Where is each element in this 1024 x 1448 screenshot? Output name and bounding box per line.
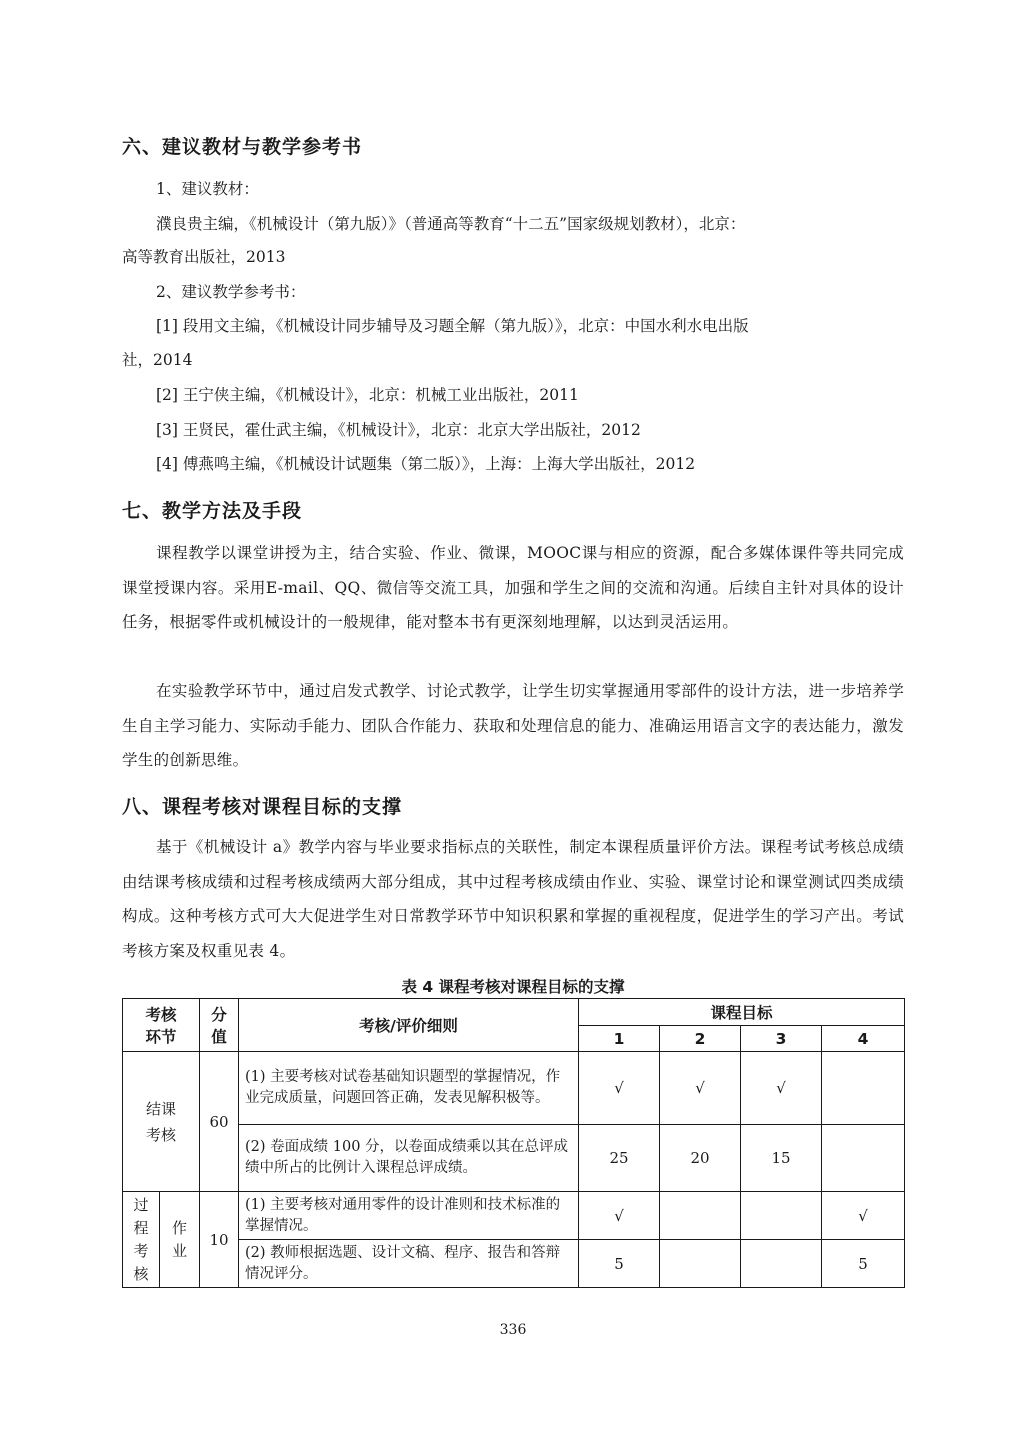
check-final-goal-1: √ [579, 1052, 660, 1125]
weight-homework-goal-3 [741, 1240, 822, 1288]
header-segment-line-2: 环节 [145, 1028, 177, 1046]
reference-3: [3] 王贤民，霍仕武主编，《机械设计》，北京：北京大学出版社，2012 [156, 421, 641, 439]
segment-homework: 作业 [160, 1192, 200, 1288]
goal-col-3: 3 [741, 1026, 822, 1052]
reference-1-line-2: 社，2014 [122, 351, 193, 369]
check-homework-goal-3 [741, 1192, 822, 1240]
goal-col-2: 2 [660, 1026, 741, 1052]
header-score-line-1: 分 [211, 1006, 227, 1024]
goal-col-1: 1 [579, 1026, 660, 1052]
check-final-goal-2: √ [660, 1052, 741, 1125]
weight-final-goal-2: 20 [660, 1125, 741, 1192]
textbook-line-2: 高等教育出版社，2013 [122, 248, 286, 266]
subheading-references: 2、建议教学参考书： [156, 283, 306, 301]
table-caption: 表 4 课程考核对课程目标的支撑 [401, 978, 625, 996]
check-final-goal-3: √ [741, 1052, 822, 1125]
weight-homework-goal-1: 5 [579, 1240, 660, 1288]
header-score-line-2: 值 [211, 1028, 227, 1046]
reference-1-line-1: [1] 段用文主编，《机械设计同步辅导及习题全解（第九版）》，北京：中国水利水电出版 [156, 317, 749, 335]
header-segment-line-1: 考核 [145, 1006, 177, 1024]
goal-col-4: 4 [822, 1026, 905, 1052]
score-homework: 10 [200, 1192, 239, 1288]
segment-final-exam: 结课考核 [123, 1052, 200, 1192]
section-6-heading: 六、建议教材与教学参考书 [122, 136, 363, 158]
detail-final-exam-a: (1) 主要考核对试卷基础知识题型的掌握情况，作业完成质量，问题回答正确，发表见解积极等。 [239, 1052, 579, 1125]
header-detail: 考核/评价细则 [239, 999, 579, 1052]
teaching-methods-paragraph-1: 课程教学以课堂讲授为主，结合实验、作业、微课，MOOC课与相应的资源，配合多媒体课件等共同完成课堂授课内容。采用E-mail、QQ、微信等交流工具，加强和学生之间的交流和沟通。后续自主针对具体的设计任务，根据零件或机械设计的一般规律，能对整本书有更深刻地理解，以达到灵活运用。 [122, 544, 904, 631]
assessment-paragraph: 基于《机械设计 a》教学内容与毕业要求指标点的关联性，制定本课程质量评价方法。课程考试考核总成绩由结课考核成绩和过程考核成绩两大部分组成，其中过程考核成绩由作业、实验、课堂讨论和课堂测试四类成绩构成。这种考核方式可大大促进学生对日常教学环节中知识积累和掌握的重视程度，促进学生的学习产出。考试考核方案及权重见表 4。 [122, 838, 904, 960]
header-score [200, 999, 239, 1052]
detail-homework-a: (1) 主要考核对通用零件的设计准则和技术标准的掌握情况。 [239, 1192, 579, 1240]
section-7-heading: 七、教学方法及手段 [122, 500, 303, 522]
detail-homework-b: (2) 教师根据选题、设计文稿、程序、报告和答辩情况评分。 [239, 1240, 579, 1288]
weight-homework-goal-2 [660, 1240, 741, 1288]
teaching-methods-paragraph-2: 在实验教学环节中，通过启发式教学、讨论式教学，让学生切实掌握通用零部件的设计方法，进一步培养学生自主学习能力、实际动手能力、团队合作能力、获取和处理信息的能力、准确运用语言文字的表达能力，激发学生的创新思维。 [122, 682, 904, 769]
textbook-line-1: 濮良贵主编，《机械设计（第九版）》（普通高等教育“十二五”国家级规划教材），北京： [156, 215, 746, 233]
weight-homework-goal-4: 5 [822, 1240, 905, 1288]
check-homework-goal-4: √ [822, 1192, 905, 1240]
score-final-exam: 60 [200, 1052, 239, 1192]
assessment-table [122, 998, 905, 1288]
header-segment [123, 999, 200, 1052]
weight-final-goal-1: 25 [579, 1125, 660, 1192]
subheading-textbook: 1、建议教材： [156, 180, 259, 198]
check-homework-goal-2 [660, 1192, 741, 1240]
weight-final-goal-4 [822, 1125, 905, 1192]
reference-2: [2] 王宁侠主编，《机械设计》，北京：机械工业出版社，2011 [156, 386, 579, 404]
check-homework-goal-1: √ [579, 1192, 660, 1240]
check-final-goal-4 [822, 1052, 905, 1125]
segment-process-assessment: 过程考核 [123, 1192, 160, 1288]
header-course-goals: 课程目标 [579, 999, 905, 1026]
reference-4: [4] 傅燕鸣主编，《机械设计试题集（第二版）》，上海：上海大学出版社，2012 [156, 455, 696, 473]
section-8-heading: 八、课程考核对课程目标的支撑 [122, 796, 403, 818]
weight-final-goal-3: 15 [741, 1125, 822, 1192]
detail-final-exam-b: (2) 卷面成绩 100 分，以卷面成绩乘以其在总评成绩中所占的比例计入课程总评成绩。 [239, 1125, 579, 1192]
page-number: 336 [499, 1322, 527, 1338]
